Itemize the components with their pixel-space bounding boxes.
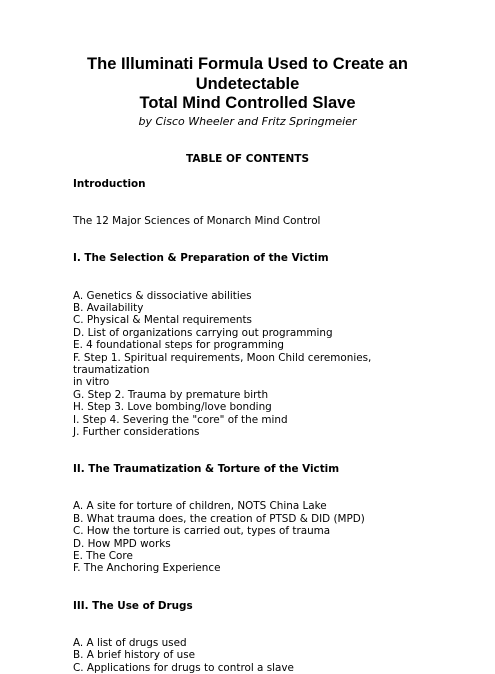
toc-item: F. The Anchoring Experience: [73, 562, 221, 575]
toc-item: C. Applications for drugs to control a slave: [73, 661, 294, 674]
toc-item: B. Availability: [73, 301, 144, 314]
toc-section-heading: III. The Use of Drugs: [73, 599, 193, 612]
toc-item: I. Step 4. Severing the "core" of the mind: [73, 413, 288, 426]
toc-section-2: [73, 463, 433, 575]
document-byline: by Cisco Wheeler and Fritz Springmeier: [138, 114, 357, 128]
toc-item: A. A list of drugs used: [73, 636, 187, 649]
toc-item: B. What trauma does, the creation of PTSD & DID (MPD): [73, 512, 365, 525]
toc-introduction: Introduction: [73, 178, 146, 190]
document-title-line-1: The Illuminati Formula Used to Create an: [87, 55, 408, 73]
toc-item: in vitro: [73, 376, 110, 389]
toc-section-1: [73, 252, 433, 438]
toc-item: A. A site for torture of children, NOTS China Lake: [73, 500, 327, 513]
toc-item: D. List of organizations carrying out programming: [73, 326, 333, 339]
toc-item: A. Genetics & dissociative abilities: [73, 289, 252, 302]
toc-item: F. Step 1. Spiritual requirements, Moon Child ceremonies, traumatization: [73, 351, 372, 376]
document-title-block: [0, 55, 495, 129]
toc-item: H. Step 3. Love bombing/love bonding: [73, 401, 272, 414]
toc-heading: TABLE OF CONTENTS: [185, 153, 310, 165]
toc-twelve-sciences: The 12 Major Sciences of Monarch Mind Control: [73, 215, 321, 228]
toc-section-heading: II. The Traumatization & Torture of the Victim: [73, 463, 340, 476]
document-title-line-3: Total Mind Controlled Slave: [139, 94, 356, 112]
toc-item: E. The Core: [73, 550, 133, 563]
toc-item: D. How MPD works: [73, 537, 171, 550]
toc-item: C. How the torture is carried out, types of trauma: [73, 525, 331, 538]
toc-body: [73, 178, 433, 674]
toc-item: C. Physical & Mental requirements: [73, 314, 252, 327]
toc-item: E. 4 foundational steps for programming: [73, 339, 285, 352]
toc-item: B. A brief history of use: [73, 649, 196, 662]
toc-section-3: [73, 600, 433, 674]
toc-item: G. Step 2. Trauma by premature birth: [73, 388, 269, 401]
toc-item: J. Further considerations: [73, 426, 200, 439]
document-title-line-2: Undetectable: [195, 74, 300, 93]
toc-section-heading: I. The Selection & Preparation of the Victim: [73, 252, 329, 265]
